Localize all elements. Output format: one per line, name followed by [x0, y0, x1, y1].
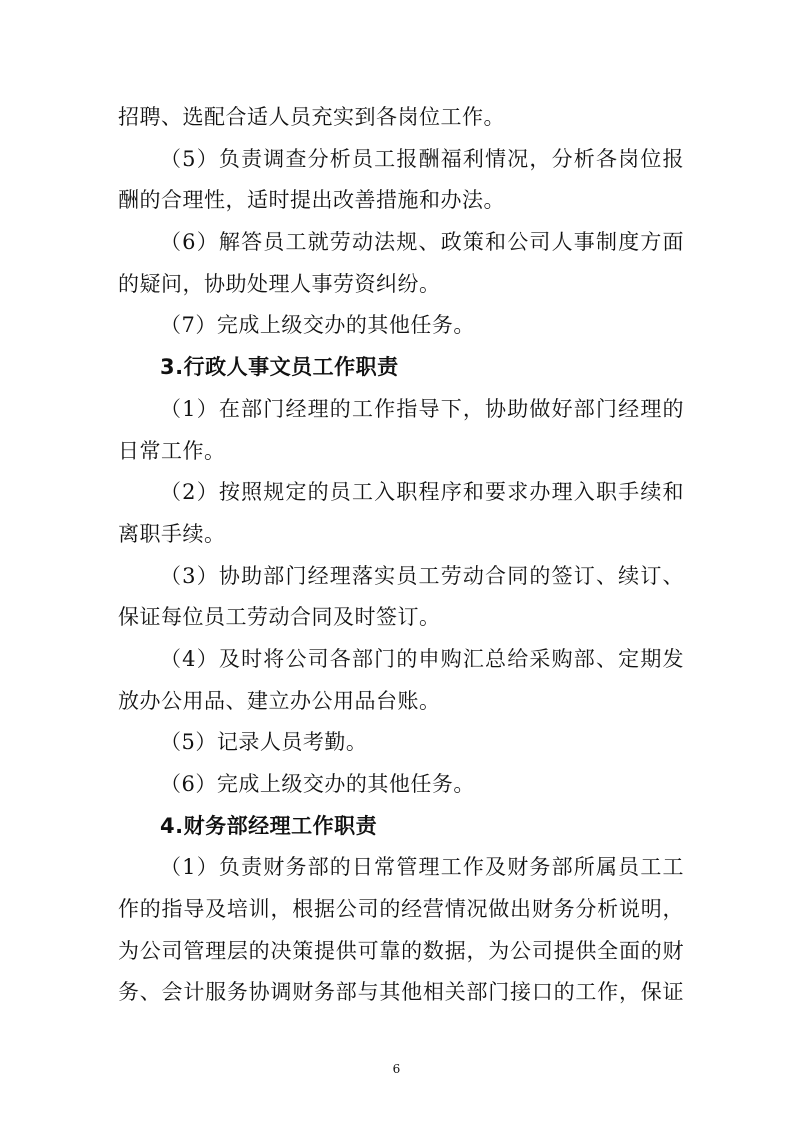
- paragraph-line: （7）完成上级交办的其他任务。: [160, 313, 475, 338]
- paragraph-line: 离职手续。: [118, 521, 226, 546]
- paragraph-line: （4）及时将公司各部门的申购汇总给采购部、定期发: [160, 646, 684, 671]
- section-heading: 3.行政人事文员工作职责: [160, 355, 399, 380]
- paragraph-line: 酬的合理性，适时提出改善措施和办法。: [118, 188, 505, 213]
- document-body: [118, 97, 684, 1014]
- paragraph-line: 日常工作。: [118, 438, 226, 463]
- paragraph-line: 作的指导及培训，根据公司的经营情况做出财务分析说明，: [118, 897, 684, 922]
- paragraph-line: （2）按照规定的员工入职程序和要求办理入职手续和: [160, 480, 684, 505]
- paragraph-line: （5）记录人员考勤。: [160, 730, 368, 755]
- paragraph-line: （1）负责财务部的日常管理工作及财务部所属员工工: [160, 855, 684, 880]
- paragraph-line: 为公司管理层的决策提供可靠的数据，为公司提供全面的财: [118, 938, 684, 963]
- paragraph-line: 保证每位员工劳动合同及时签订。: [118, 605, 441, 630]
- page-number: 6: [392, 1062, 401, 1076]
- paragraph-line: （6）解答员工就劳动法规、政策和公司人事制度方面: [160, 230, 684, 255]
- section-heading: 4.财务部经理工作职责: [160, 813, 378, 838]
- paragraph-line: 招聘、选配合适人员充实到各岗位工作。: [118, 105, 505, 129]
- paragraph-line: （3）协助部门经理落实员工劳动合同的签订、续订、: [160, 563, 684, 588]
- paragraph-line: （6）完成上级交办的其他任务。: [160, 772, 475, 796]
- paragraph-line: 务、会计服务协调财务部与其他相关部门接口的工作，保证: [118, 980, 684, 1005]
- paragraph-line: （1）在部门经理的工作指导下，协助做好部门经理的: [160, 396, 684, 421]
- paragraph-line: 的疑问，协助处理人事劳资纠纷。: [118, 271, 441, 296]
- paragraph-line: 放办公用品、建立办公用品台账。: [118, 688, 441, 713]
- paragraph-line: （5）负责调查分析员工报酬福利情况，分析各岗位报: [160, 146, 684, 171]
